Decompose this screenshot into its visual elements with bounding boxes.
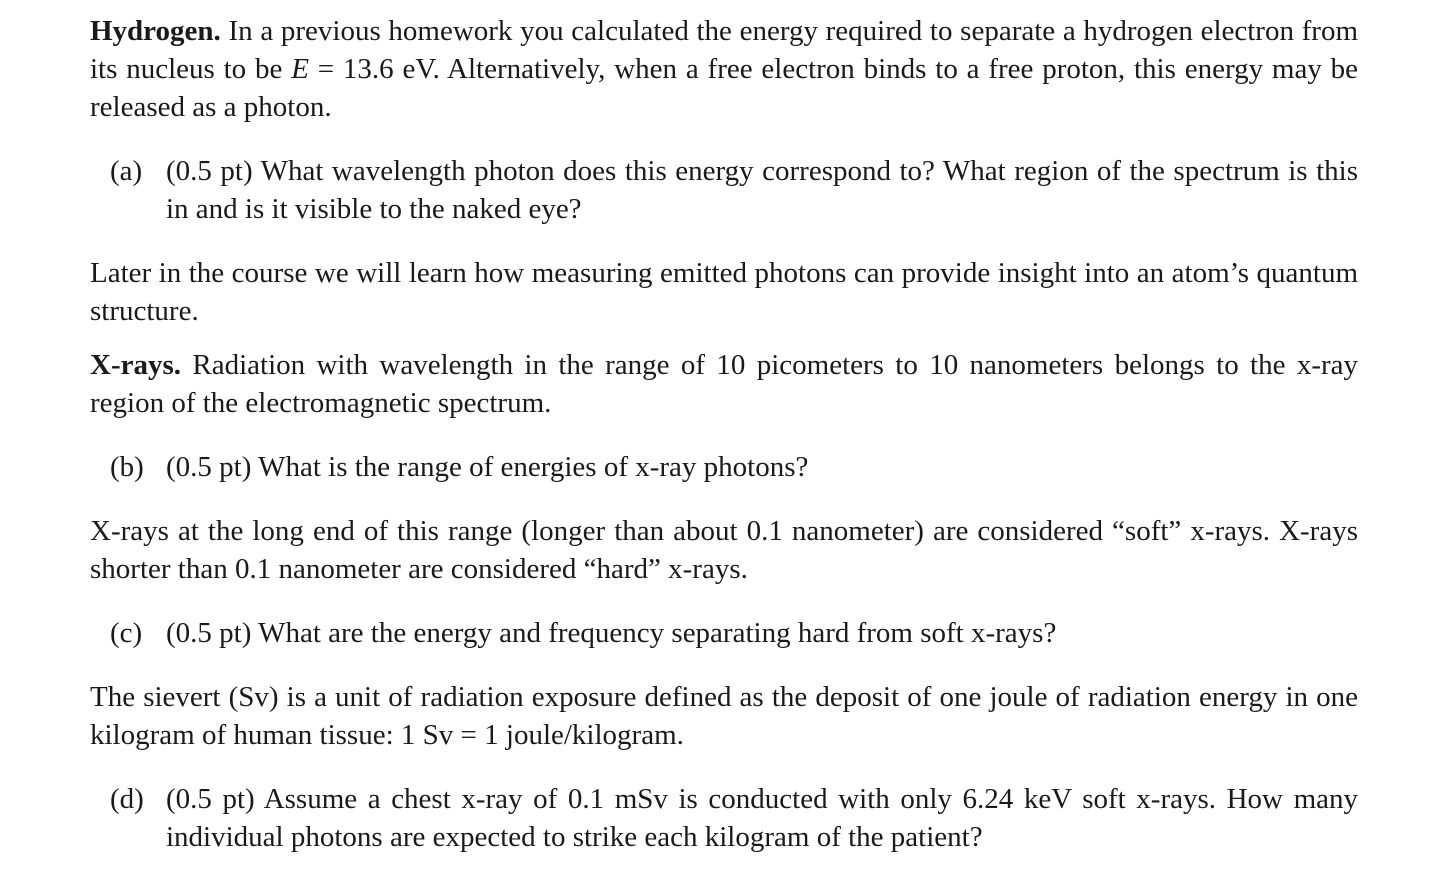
question-c-label: (c) xyxy=(110,617,143,649)
question-a-label: (a) xyxy=(110,155,143,187)
sievert-paragraph: The sievert (Sv) is a unit of radiation exposure defined as the deposit of one joule of radiation energy in one kilogram of human tissue: 1 Sv = 1 joule/kilogram. xyxy=(90,681,1358,751)
question-b xyxy=(110,448,1358,486)
xrays-text: Radiation with wavelength in the range of 10 picometers to 10 nanometers belongs to the x-ray region of the electromagnetic spectrum. xyxy=(90,349,1359,419)
hydrogen-text-after: = 13.6 eV. Alternatively, when a free electron binds to a free proton, this energy may be released as a photon. xyxy=(90,53,1359,123)
question-a-text: (0.5 pt) What wavelength photon does this energy correspond to? What region of the spectrum is this in and is it visible to the naked eye? xyxy=(166,155,1358,225)
xrays-heading: X-rays. xyxy=(90,349,182,381)
question-c xyxy=(110,614,1358,652)
question-d-label: (d) xyxy=(110,783,144,815)
hydrogen-text-before: In a previous homework you calculated the energy required to separate a hydrogen electron from its nucleus to be xyxy=(90,15,1358,85)
question-b-label: (b) xyxy=(110,451,144,483)
question-c-text: (0.5 pt) What are the energy and frequency separating hard from soft x-rays? xyxy=(166,617,1057,649)
hydrogen-paragraph xyxy=(90,12,1358,126)
question-a xyxy=(110,152,1358,228)
xrays-paragraph xyxy=(90,346,1358,422)
hydrogen-heading: Hydrogen. xyxy=(90,15,221,47)
soft-hard-paragraph: X-rays at the long end of this range (longer than about 0.1 nanometer) are considered “soft” x-rays. X-rays shorter than 0.1 nanometer are considered “hard” x-rays. xyxy=(90,515,1358,585)
question-b-text: (0.5 pt) What is the range of energies of x-ray photons? xyxy=(166,451,809,483)
question-d-text: (0.5 pt) Assume a chest x-ray of 0.1 mSv is conducted with only 6.24 keV soft x-rays. How many individual photons are expected to strike each kilogram of the patient? xyxy=(166,783,1358,853)
energy-variable: E xyxy=(291,53,309,85)
later-paragraph: Later in the course we will learn how measuring emitted photons can provide insight into an atom’s quantum structure. xyxy=(90,257,1358,327)
question-d xyxy=(110,780,1358,856)
